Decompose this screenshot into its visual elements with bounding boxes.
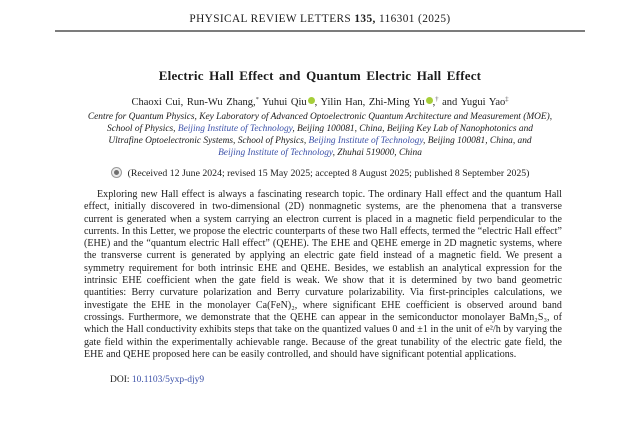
abstract-text: Exploring new Hall effect is always a fascinating research topic. The ordinary Hall effect and the quantum Hall effect, initially discovered in two-dimensional (2D) nonmagnetic systems, are the phenomena that a transverse current is generated when a system carrying an electron current is placed in a magnetic field perpendicular to the currents. In this Letter, we propose the electric counterparts of these two Hall effects, termed the “electric Hall effect” (EHE) and the “quantum electric Hall effect” (QEHE). The EHE and QEHE emerge in 2D magnetic systems, where the transverse current is generated by applying an electric gate field instead of a magnetic field. We present a symmetry requirement for both intrinsic EHE and QEHE. Besides, we establish an analytical expression for the intrinsic EHE coefficient when the gate field is weak. We show that it is determined by two band geometric quantities: Berry curvature polarization and Berry curvature polarizability. Via first-principles calculations, we investigate the EHE in the monolayer Ca(FeN)₂, where significant EHE coefficient is observed around band crossings. Furthermore, we demonstrate that the QEHE can appear in the semiconductor monolayer BaMn₂S₃, of which the Hall conductivity exhibits steps that take on the quantized values 0 and ±1 in the unit of e²/h by varying the gate field within the experimentally achievable range. Because of the great tunability of the electric gate field, the EHE and QEHE proposed here can be easily controlled, and should have significant potential applications.: [84, 189, 562, 360]
doi-line: [110, 375, 640, 385]
text-segment: and Yugui Yao: [438, 97, 506, 108]
journal-article-number: 116301 (2025): [378, 13, 451, 25]
text-segment: School of Physics,: [107, 124, 178, 134]
affiliation-line: [0, 147, 640, 159]
text-segment: , Beijing 100081, China, Beijing Key Lab of Nanophotonics and: [292, 124, 533, 134]
page-title: Electric Hall Effect and Quantum Electric Hall Effect: [158, 68, 482, 83]
journal-header: [0, 13, 640, 25]
affiliation-link[interactable]: Beijing Institute of Technology: [177, 124, 293, 134]
crossmark-icon[interactable]: [111, 167, 122, 178]
affiliation-line: [0, 111, 640, 123]
text-segment: Chaoxi Cui, Run-Wu Zhang,: [131, 97, 256, 108]
text-segment: Centre for Quantum Physics, Key Laboratory of Advanced Optoelectronic Quantum Architecture and Measurement (MOE),: [87, 112, 553, 122]
footnote-marker[interactable]: *: [255, 96, 259, 103]
authors-line: [0, 97, 640, 108]
footnote-marker[interactable]: ‡: [505, 96, 509, 103]
text-segment: , Zhuhai 519000, China: [332, 148, 422, 158]
received-dates: (Received 12 June 2024; revised 15 May 2025; accepted 8 August 2025; published 8 September 2025): [127, 168, 530, 179]
doi-label: DOI:: [110, 375, 132, 386]
text-segment: , Beijing 100081, China, and: [423, 136, 532, 146]
received-line: [0, 167, 640, 179]
text-segment: Ultrafine Optoelectronic Systems, School of Physics,: [108, 136, 309, 146]
orcid-icon[interactable]: [308, 97, 315, 104]
footnote-marker[interactable]: †: [435, 96, 439, 103]
orcid-icon[interactable]: [426, 97, 433, 104]
affiliation-line: [0, 123, 640, 135]
text-segment: ,: [432, 97, 436, 108]
header-rule: [55, 30, 585, 32]
affiliation-line: [0, 135, 640, 147]
affiliation-link[interactable]: Beijing Institute of Technology: [308, 136, 424, 146]
journal-volume: 135,: [354, 13, 376, 25]
doi-link[interactable]: 10.1103/5yxp-djy9: [131, 375, 205, 386]
affiliations-block: [0, 111, 640, 159]
affiliation-link[interactable]: Beijing Institute of Technology: [218, 148, 333, 158]
journal-name: PHYSICAL REVIEW LETTERS: [189, 13, 352, 25]
text-segment: , Yilin Han, Zhi-Ming Yu: [314, 97, 425, 108]
text-segment: Yuhui Qiu: [258, 97, 307, 108]
